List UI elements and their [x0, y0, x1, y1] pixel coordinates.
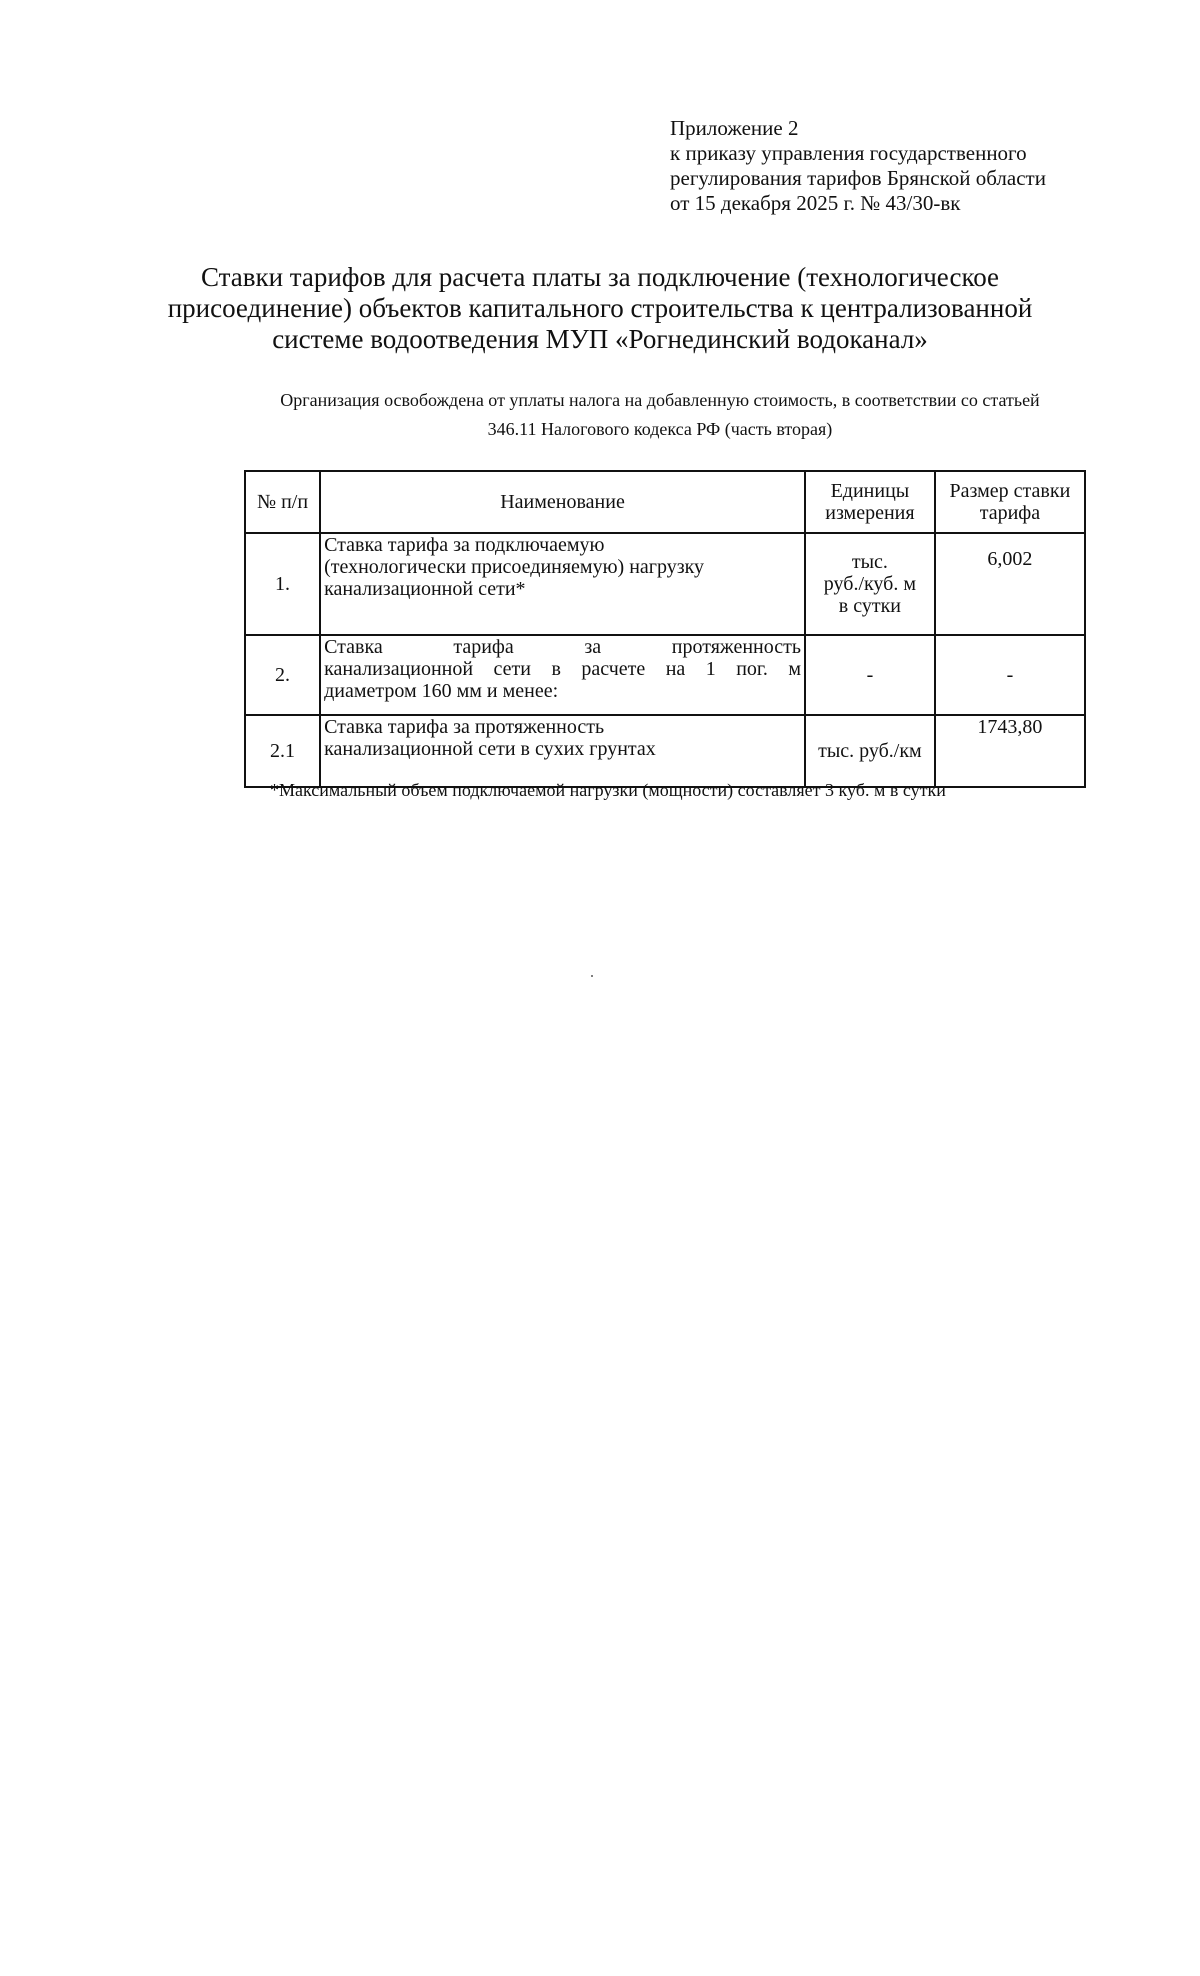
vat-note-line: Организация освобождена от уплаты налога на добавленную стоимость, в соответствии со статьей [280, 390, 1040, 410]
row-name-line: Ставка тарифа за протяженность [324, 636, 801, 658]
row-name-line: Ставка тарифа за протяженность [324, 716, 605, 738]
row-name [320, 715, 805, 787]
title-line: Ставки тарифов для расчета платы за подключение (технологическое [200, 262, 1000, 292]
header-unit-line: Единицы [830, 480, 910, 502]
row-unit-line: руб./куб. м [823, 573, 917, 595]
row-num: 2. [245, 635, 320, 715]
row-num: 1. [245, 533, 320, 635]
row-unit [805, 715, 935, 787]
header-unit-line: измерения [825, 502, 915, 524]
header-rate-line: Размер ставки [949, 480, 1071, 502]
row-unit-line: - [866, 664, 874, 686]
row-rate: - [935, 635, 1085, 715]
header-unit [805, 471, 935, 533]
appendix-line: регулирования тарифов Брянской области [670, 166, 1046, 190]
scan-speck [591, 975, 593, 977]
table-header-row [245, 471, 1085, 533]
row-unit [805, 533, 935, 635]
row-unit-line: тыс. руб./км [818, 740, 922, 762]
tariff-table [244, 470, 1086, 788]
title-line: системе водоотведения МУП «Рогнединский водоканал» [272, 324, 928, 354]
row-name-line: Ставка тарифа за подключаемую [324, 534, 605, 556]
row-unit [805, 635, 935, 715]
table-row [245, 635, 1085, 715]
row-name [320, 635, 805, 715]
document-title [150, 262, 1050, 355]
row-name-line: канализационной сети в расчете на 1 пог. м [324, 658, 801, 680]
header-name: Наименование [320, 471, 805, 533]
title-line: присоединение) объектов капитального строительства к централизованной [167, 293, 1033, 323]
appendix-line: от 15 декабря 2025 г. № 43/30-вк [670, 191, 961, 215]
row-name-line: (технологически присоединяемую) нагрузку [324, 556, 705, 578]
appendix-line: к приказу управления государственного [670, 141, 1027, 165]
row-name-line: диаметром 160 мм и менее: [324, 680, 559, 702]
header-rate [935, 471, 1085, 533]
table-row [245, 533, 1085, 635]
footnote: *Максимальный объем подключаемой нагрузки (мощности) составляет 3 куб. м в сутки [270, 780, 946, 800]
appendix-header [670, 116, 1046, 216]
row-name-line: канализационной сети в сухих грунтах [324, 738, 656, 760]
row-unit-line: в сутки [838, 595, 902, 617]
header-rate-line: тарифа [979, 502, 1041, 524]
vat-note [200, 386, 1120, 444]
row-rate: 1743,80 [935, 715, 1085, 787]
table-row [245, 715, 1085, 787]
header-num: № п/п [245, 471, 320, 533]
appendix-line: Приложение 2 [670, 116, 799, 140]
row-name-line: канализационной сети* [324, 578, 526, 600]
row-name [320, 533, 805, 635]
row-num: 2.1 [245, 715, 320, 787]
vat-note-line: 346.11 Налогового кодекса РФ (часть вторая) [487, 419, 833, 439]
row-rate: 6,002 [935, 533, 1085, 635]
row-unit-line: тыс. [851, 551, 888, 573]
